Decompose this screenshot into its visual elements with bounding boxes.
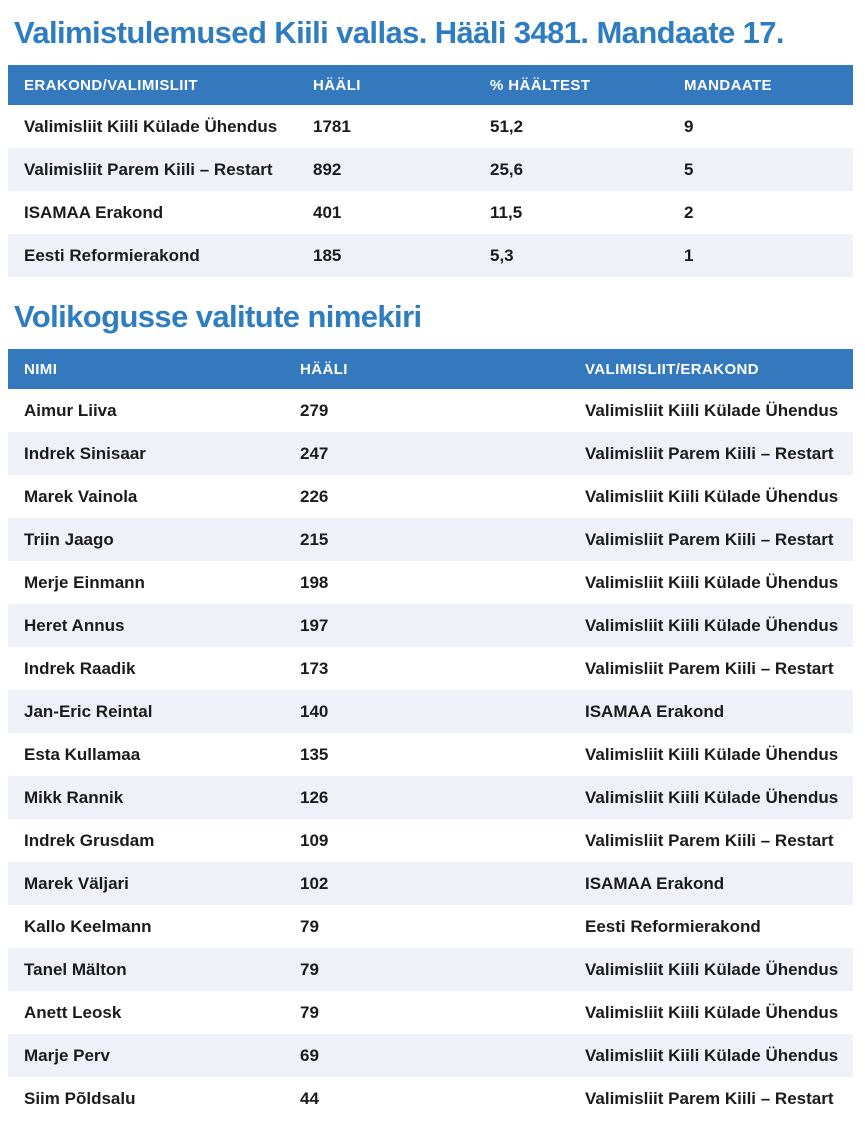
table-row — [8, 105, 853, 148]
table-cell: Valimisliit Parem Kiili – Restart — [585, 658, 834, 678]
table-row — [8, 561, 853, 604]
table-cell: Mikk Rannik — [24, 787, 124, 807]
col-header-party: VALIMISLIIT/ERAKOND — [585, 349, 853, 389]
table-cell: Aimur Liiva — [24, 400, 117, 420]
table-row — [8, 991, 853, 1034]
table-cell: Anett Leosk — [24, 1002, 122, 1022]
table-cell: ISAMAA Erakond — [24, 202, 164, 222]
table-cell: Eesti Reformierakond — [24, 245, 200, 265]
table-row — [8, 475, 853, 518]
table-cell: 51,2 — [490, 116, 524, 136]
col-header-votes: HÄÄLI — [300, 349, 585, 389]
elected-table-header-row — [8, 349, 853, 389]
col-header-name: NIMI — [8, 349, 300, 389]
table-cell: 247 — [300, 443, 329, 463]
table-row — [8, 905, 853, 948]
results-table-header-row — [8, 65, 853, 105]
table-cell: 102 — [300, 873, 329, 893]
table-cell: Heret Annus — [24, 615, 125, 635]
table-row — [8, 733, 853, 776]
table-cell: 9 — [684, 116, 694, 136]
table-row — [8, 191, 853, 234]
table-row — [8, 647, 853, 690]
table-cell: 79 — [300, 959, 319, 979]
table-cell: 173 — [300, 658, 329, 678]
table-cell: Valimisliit Kiili Külade Ühendus — [24, 116, 278, 136]
table-row — [8, 604, 853, 647]
table-cell: 226 — [300, 486, 329, 506]
table-cell: Valimisliit Kiili Külade Ühendus — [585, 787, 839, 807]
table-cell: 401 — [313, 202, 342, 222]
table-cell: Marek Vainola — [24, 486, 138, 506]
table-cell: 5 — [684, 159, 694, 179]
table-cell: Valimisliit Parem Kiili – Restart — [585, 1088, 834, 1108]
table-cell: Valimisliit Kiili Külade Ühendus — [585, 572, 839, 592]
table-cell: Esta Kullamaa — [24, 744, 141, 764]
table-cell: 197 — [300, 615, 329, 635]
col-header-vote-percent: % HÄÄLTEST — [490, 65, 684, 105]
table-cell: Valimisliit Kiili Külade Ühendus — [585, 486, 839, 506]
table-cell: Marje Perv — [24, 1045, 110, 1065]
table-cell: 140 — [300, 701, 329, 721]
table-row — [8, 148, 853, 191]
elected-table — [8, 349, 853, 1120]
table-cell: 279 — [300, 400, 329, 420]
table-cell: Siim Põldsalu — [24, 1088, 136, 1108]
table-cell: Triin Jaago — [24, 529, 114, 549]
table-cell: Valimisliit Parem Kiili – Restart — [585, 529, 834, 549]
table-cell: Valimisliit Kiili Külade Ühendus — [585, 959, 839, 979]
table-cell: Valimisliit Kiili Külade Ühendus — [585, 744, 839, 764]
col-header-party: ERAKOND/VALIMISLIIT — [8, 65, 313, 105]
table-row — [8, 948, 853, 991]
table-row — [8, 862, 853, 905]
table-cell: Indrek Sinisaar — [24, 443, 146, 463]
table-row — [8, 819, 853, 862]
table-row — [8, 1077, 853, 1120]
table-cell: ISAMAA Erakond — [585, 873, 725, 893]
col-header-mandates: MANDAATE — [684, 65, 853, 105]
table-cell: Jan-Eric Reintal — [24, 701, 153, 721]
table-cell: Valimisliit Kiili Külade Ühendus — [585, 400, 839, 420]
page-title-elected: Volikogusse valitute nimekiri — [14, 299, 422, 334]
table-row — [8, 690, 853, 733]
table-cell: Valimisliit Kiili Külade Ühendus — [585, 615, 839, 635]
table-cell: 69 — [300, 1045, 319, 1065]
table-cell: 5,3 — [490, 245, 514, 265]
table-cell: Valimisliit Kiili Külade Ühendus — [585, 1045, 839, 1065]
table-cell: Valimisliit Parem Kiili – Restart — [24, 159, 273, 179]
table-row — [8, 1034, 853, 1077]
table-cell: 892 — [313, 159, 342, 179]
table-cell: Valimisliit Kiili Külade Ühendus — [585, 1002, 839, 1022]
table-cell: 135 — [300, 744, 329, 764]
table-cell: Indrek Raadik — [24, 658, 136, 678]
table-cell: 11,5 — [490, 202, 523, 222]
col-header-votes: HÄÄLI — [313, 65, 490, 105]
table-cell: Valimisliit Parem Kiili – Restart — [585, 830, 834, 850]
table-cell: ISAMAA Erakond — [585, 701, 725, 721]
table-cell: Kallo Keelmann — [24, 916, 152, 936]
table-cell: 126 — [300, 787, 329, 807]
table-cell: 109 — [300, 830, 329, 850]
table-row — [8, 234, 853, 277]
table-cell: Eesti Reformierakond — [585, 916, 761, 936]
table-cell: 79 — [300, 916, 319, 936]
table-cell: 1 — [684, 245, 694, 265]
table-cell: Tanel Mälton — [24, 959, 127, 979]
table-cell: 1781 — [313, 116, 351, 136]
table-cell: 215 — [300, 529, 329, 549]
table-cell: Indrek Grusdam — [24, 830, 155, 850]
table-row — [8, 389, 853, 432]
results-table — [8, 65, 853, 277]
table-cell: 44 — [300, 1088, 319, 1108]
table-row — [8, 776, 853, 819]
table-cell: 79 — [300, 1002, 319, 1022]
results-table-body — [8, 105, 853, 277]
table-cell: 2 — [684, 202, 694, 222]
table-cell: 25,6 — [490, 159, 524, 179]
table-cell: 198 — [300, 572, 329, 592]
page-title-results: Valimistulemused Kiili vallas. Hääli 3481. Mandaate 17. — [14, 15, 784, 50]
table-cell: Merje Einmann — [24, 572, 145, 592]
table-cell: Valimisliit Parem Kiili – Restart — [585, 443, 834, 463]
table-cell: 185 — [313, 245, 342, 265]
elected-table-body — [8, 389, 853, 1120]
table-cell: Marek Väljari — [24, 873, 129, 893]
table-row — [8, 518, 853, 561]
table-row — [8, 432, 853, 475]
